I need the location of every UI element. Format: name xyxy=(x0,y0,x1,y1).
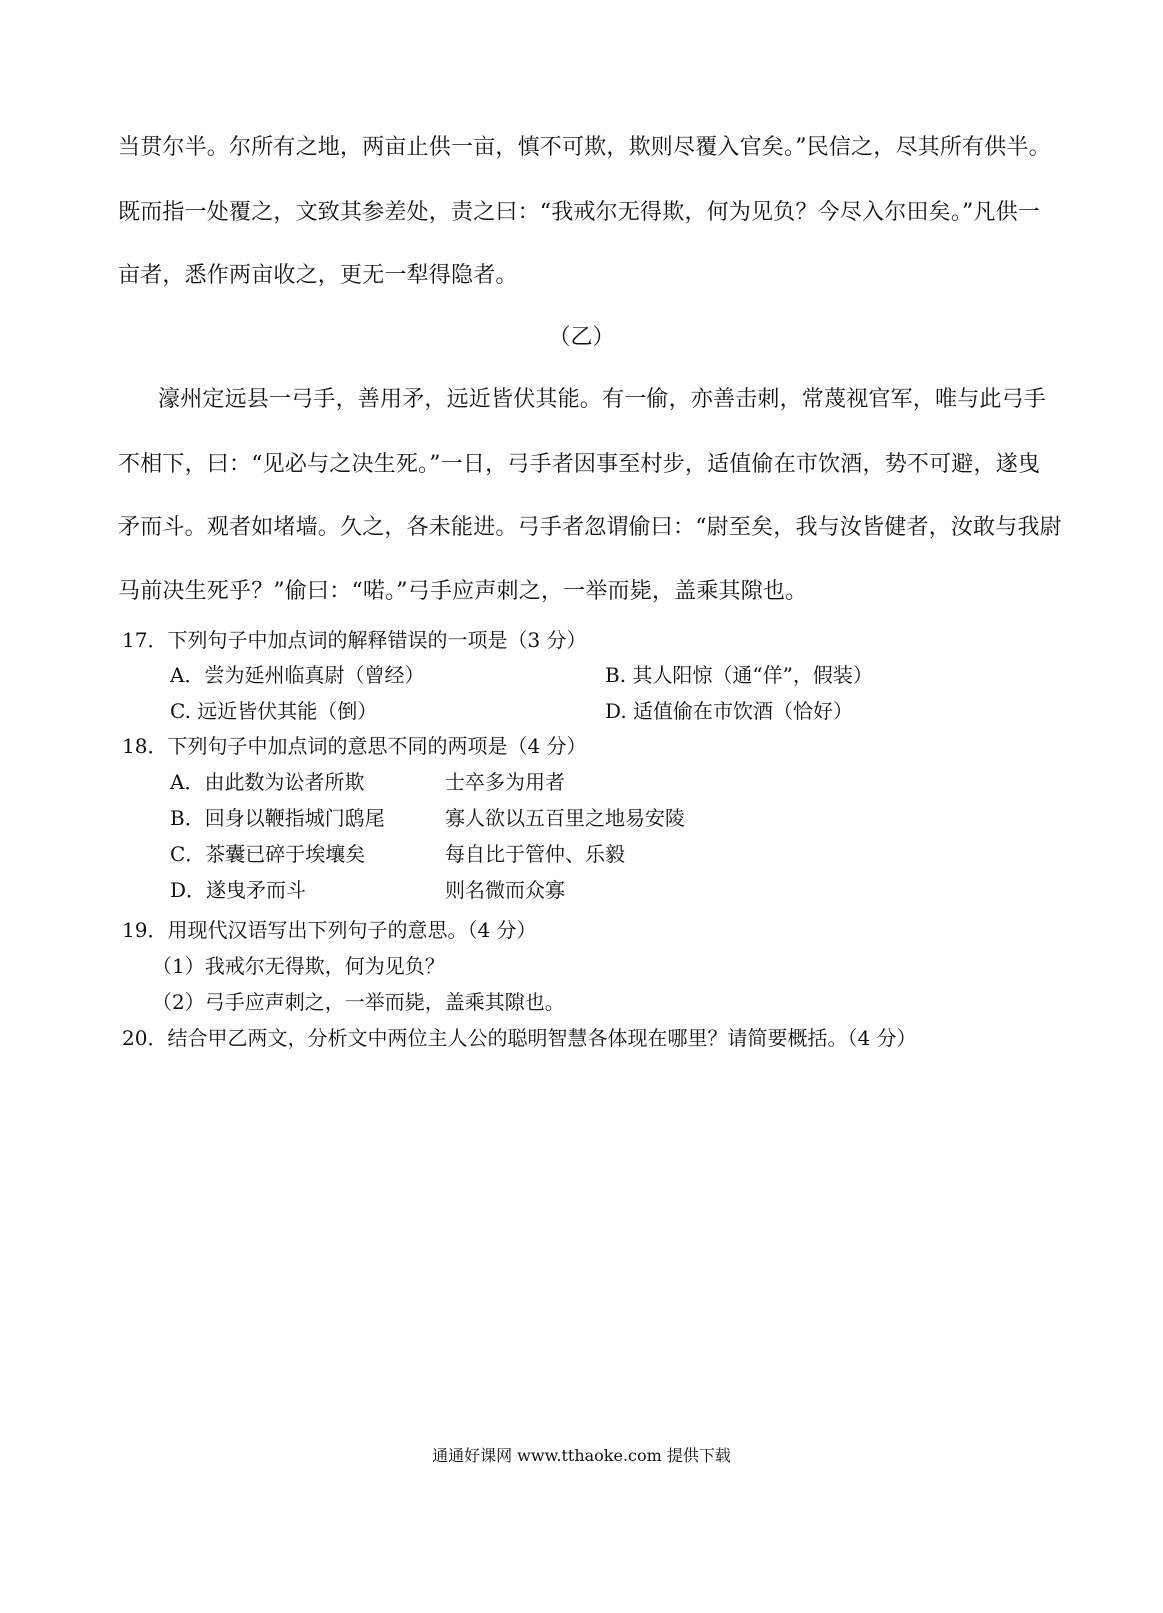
question-17-stem: 17．下列句子中加点词的解释错误的一项是（3 分） xyxy=(122,628,587,652)
question-18-option-c-right: 每自比于管仲、乐毅 xyxy=(445,842,625,866)
question-17-option-d: D. 适值偷在市饮酒（恰好） xyxy=(605,699,854,723)
question-18-option-c-left: C．茶囊已碎于埃壤矣 xyxy=(170,842,366,866)
question-19-stem: 19．用现代汉语写出下列句子的意思。（4 分） xyxy=(122,918,537,942)
passage-yi-heading: （乙） xyxy=(548,325,615,350)
passage-jia-line-3: 亩者，悉作两亩收之，更无一犁得隐者。 xyxy=(118,263,518,288)
passage-yi-line-2: 不相下，曰：“见必与之决生死。”一日，弓手者因事至村步，适值偷在市饮酒，势不可避，遂曳 xyxy=(118,452,1041,477)
question-18-option-b-left: B．回身以鞭指城门鸱尾 xyxy=(170,806,385,830)
question-18-option-a-right: 士卒多为用者 xyxy=(445,770,565,794)
question-17-option-b: B. 其人阳惊（通“佯”，假装） xyxy=(605,663,873,687)
question-17-option-a: A．尝为延州临真尉（曾经） xyxy=(170,663,425,687)
question-18-stem: 18．下列句子中加点词的意思不同的两项是（4 分） xyxy=(122,734,587,758)
question-19-sentence-1: （1）我戒尔无得欺，何为见负？ xyxy=(152,954,445,978)
page-footer: 通通好课网 www.tthaoke.com 提供下载 xyxy=(432,1446,731,1465)
question-18-option-b-right: 寡人欲以五百里之地易安陵 xyxy=(445,806,685,830)
question-20-stem: 20．结合甲乙两文，分析文中两位主人公的聪明智慧各体现在哪里？请简要概括。（4 分） xyxy=(122,1026,917,1050)
passage-yi-line-4: 马前决生死乎？”偷曰：“喏。”弓手应声刺之，一举而毙，盖乘其隙也。 xyxy=(118,579,808,604)
passage-yi-line-3: 矛而斗。观者如堵墙。久之，各未能进。弓手者忽谓偷曰：“尉至矣，我与汝皆健者，汝敢与我尉 xyxy=(118,515,1062,540)
question-17-option-c: C. 远近皆伏其能（倒） xyxy=(170,699,378,723)
question-18-option-d-right: 则名微而众寡 xyxy=(445,878,565,902)
passage-jia-line-1: 当贯尔半。尔所有之地，两亩止供一亩，慎不可欺，欺则尽覆入官矣。”民信之，尽其所有供半。 xyxy=(118,135,1051,160)
question-18-option-d-left: D．遂曳矛而斗 xyxy=(170,878,307,902)
passage-jia-line-2: 既而指一处覆之，文致其参差处，责之曰：“我戒尔无得欺，何为见负？今尽入尔田矣。”凡供一 xyxy=(118,200,1041,225)
question-18-option-a-left: A．由此数为讼者所欺 xyxy=(170,770,365,794)
passage-yi-line-1: 濠州定远县一弓手，善用矛，远近皆伏其能。有一偷，亦善击刺，常蔑视官军，唯与此弓手 xyxy=(158,387,1047,412)
question-19-sentence-2: （2）弓手应声刺之，一举而毙，盖乘其隙也。 xyxy=(152,990,565,1014)
